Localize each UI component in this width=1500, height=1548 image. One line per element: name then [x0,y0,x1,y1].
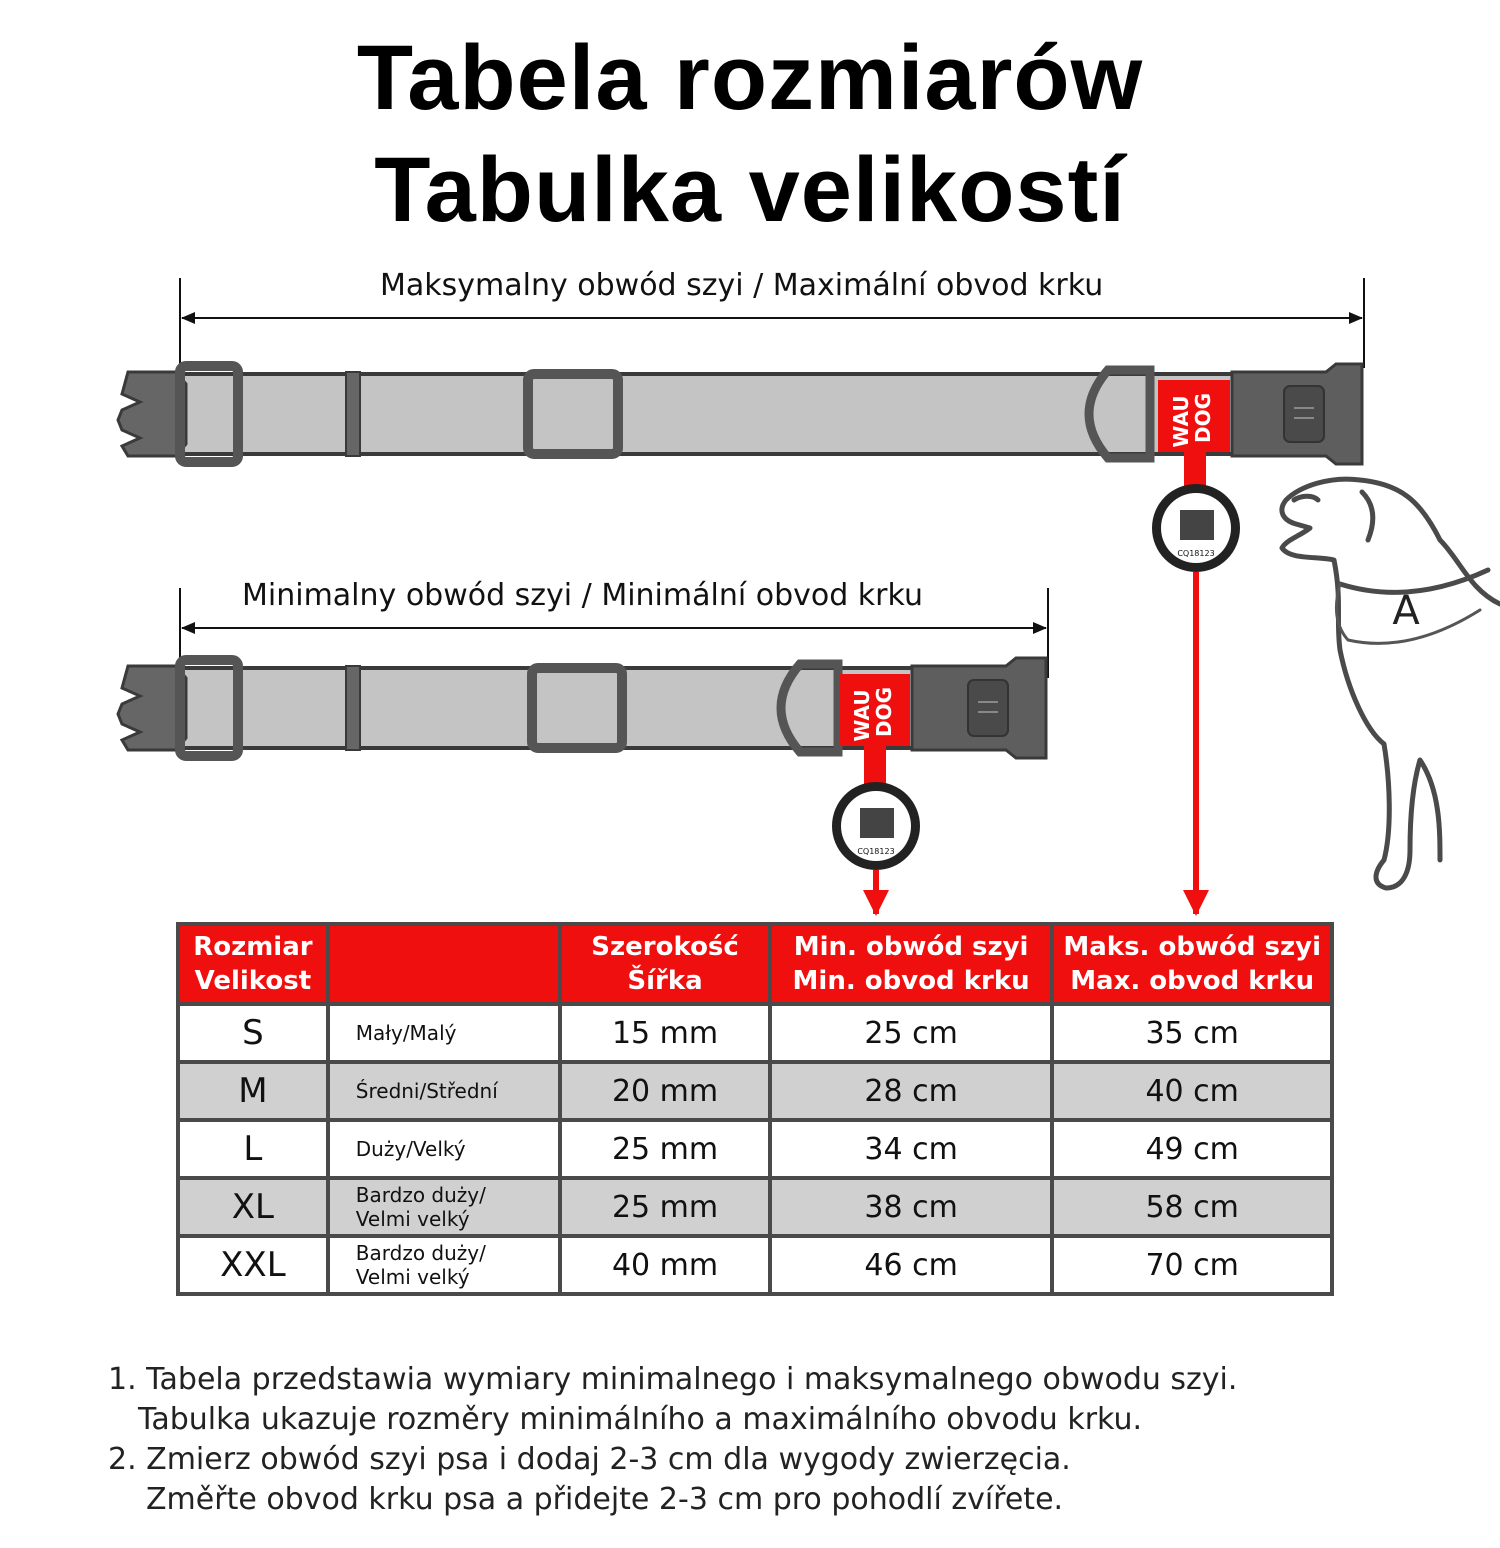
cell-size: XXL [178,1236,328,1294]
collar-max [118,364,1362,914]
cell-width: 40 mm [560,1236,770,1294]
table-row [178,1120,1332,1178]
cell-max: 70 cm [1052,1236,1332,1294]
cell-min: 28 cm [770,1062,1053,1120]
cell-width: 25 mm [560,1120,770,1178]
brand-text-1: WAU [1169,395,1193,448]
cell-max: 40 cm [1052,1062,1332,1120]
cell-width: 25 mm [560,1178,770,1236]
max-neck-label: Maksymalny obwód szyi / Maximální obvod krku [380,268,1104,303]
tag-code-min: CQ18123 [857,847,895,856]
table-header-row [178,924,1332,1004]
page-title-cz: Tabulka velikostí [374,139,1126,241]
cell-max: 35 cm [1052,1004,1332,1062]
cell-size: XL [178,1178,328,1236]
table-row [178,1004,1332,1062]
min-neck-label: Minimalny obwód szyi / Minimální obvod krku [242,578,923,613]
size-table [176,922,1334,1296]
table-row [178,1062,1332,1120]
table-row [178,1236,1332,1294]
svg-text:WAU DOG [850,682,896,741]
cell-width: 20 mm [560,1062,770,1120]
note-1-cz: Tabulka ukazuje rozměry minimálního a maximálního obvodu krku. [138,1402,1143,1437]
collar-min [118,658,1046,914]
cell-max: 49 cm [1052,1120,1332,1178]
cell-name: Mały/Malý [328,1004,561,1062]
cell-min: 34 cm [770,1120,1053,1178]
cell-min: 38 cm [770,1178,1053,1236]
cell-name: Bardzo duży/ Velmi velký [328,1236,561,1294]
cell-name: Duży/Velký [328,1120,561,1178]
cell-name: Bardzo duży/ Velmi velký [328,1178,561,1236]
brand-text-2: DOG [1191,392,1215,444]
page-title-pl: Tabela rozmiarów [356,27,1144,129]
cell-min: 25 cm [770,1004,1053,1062]
dog-label-a: A [1392,588,1420,634]
header-min: Min. obwód szyi Min. obvod krku [770,924,1053,1004]
note-2-pl: 2. Zmierz obwód szyi psa i dodaj 2-3 cm dla wygody zwierzęcia. [108,1442,1071,1477]
cell-size: L [178,1120,328,1178]
cell-size: M [178,1062,328,1120]
tag-code: CQ18123 [1177,549,1215,558]
cell-name: Średni/Střední [328,1062,561,1120]
brand-text-min-1: WAU [850,689,874,742]
cell-size: S [178,1004,328,1062]
notes [108,1360,1237,1520]
header-width: Szerokość Šířka [560,924,770,1004]
dog-outline [1282,479,1500,888]
note-2-cz: Změřte obvod krku psa a přidejte 2-3 cm pro pohodlí zvířete. [146,1482,1064,1517]
header-max: Maks. obwód szyi Max. obvod krku [1052,924,1332,1004]
note-1-pl: 1. Tabela przedstawia wymiary minimalnego i maksymalnego obwodu szyi. [108,1362,1238,1397]
header-name [328,924,561,1004]
svg-text:WAU DOG [1169,388,1215,447]
cell-min: 46 cm [770,1236,1053,1294]
table-row [178,1178,1332,1236]
cell-max: 58 cm [1052,1178,1332,1236]
header-size: Rozmiar Velikost [178,924,328,1004]
cell-width: 15 mm [560,1004,770,1062]
brand-text-min-2: DOG [872,686,896,738]
